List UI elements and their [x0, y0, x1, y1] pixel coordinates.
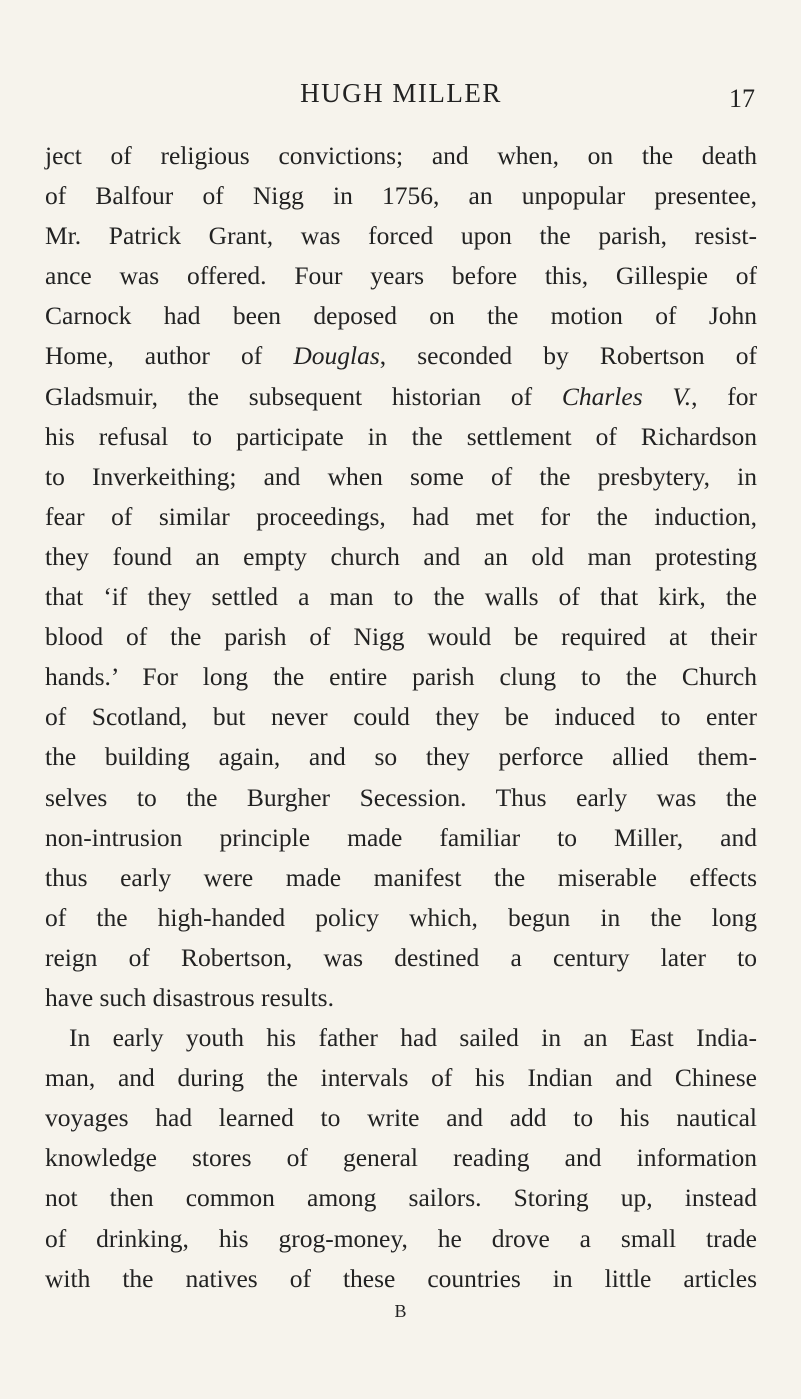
text-line: of drinking, his grog-money, he drove a small trade — [45, 1223, 757, 1253]
text-line: hands.’ For long the entire parish clung to the Church — [45, 662, 757, 692]
text-line: with the natives of these countries in little articles — [45, 1263, 757, 1293]
text-line: In early youth his father had sailed in an East India- — [69, 1023, 757, 1053]
text-line: that ‘if they settled a man to the walls of that kirk, the — [45, 582, 757, 612]
running-title: HUGH MILLER — [300, 78, 502, 108]
text-line: of the high-handed policy which, begun in the long — [45, 902, 757, 932]
text-line: they found an empty church and an old man protesting — [45, 541, 757, 571]
signature-mark: B — [394, 1301, 407, 1321]
text-line: Gladsmuir, the subsequent historian of Charles V., for — [45, 381, 757, 411]
running-head — [45, 76, 757, 116]
text-line: Carnock had been deposed on the motion of John — [45, 301, 757, 331]
text-line: of Scotland, but never could they be induced to enter — [45, 702, 757, 732]
text-line: to Inverkeithing; and when some of the presbytery, in — [45, 461, 757, 491]
body-text — [45, 136, 757, 1299]
text-line: blood of the parish of Nigg would be required at their — [45, 622, 757, 652]
page-number: 17 — [729, 84, 755, 113]
text-line: have such disastrous results. — [45, 982, 334, 1012]
text-line: knowledge stores of general reading and information — [45, 1143, 757, 1173]
text-line: non-intrusion principle made familiar to Miller, and — [45, 822, 757, 852]
text-line: selves to the Burgher Secession. Thus early was the — [45, 782, 757, 812]
text-line: voyages had learned to write and add to his nautical — [45, 1103, 757, 1133]
text-line: man, and during the intervals of his Indian and Chinese — [45, 1063, 757, 1093]
text-line: not then common among sailors. Storing up, instead — [45, 1183, 757, 1213]
text-line: thus early were made manifest the miserable effects — [45, 862, 757, 892]
text-line: reign of Robertson, was destined a century later to — [45, 942, 757, 972]
text-line: Home, author of Douglas, seconded by Robertson of — [45, 341, 757, 371]
text-line: his refusal to participate in the settlement of Richardson — [45, 421, 757, 451]
text-line: fear of similar proceedings, had met for the induction, — [45, 501, 757, 531]
book-title: Douglas — [293, 341, 380, 371]
text-line: Mr. Patrick Grant, was forced upon the parish, resist- — [45, 221, 757, 251]
text-line: ject of religious convictions; and when, on the death — [45, 141, 757, 170]
text-line: ance was offered. Four years before this, Gillespie of — [45, 261, 757, 291]
text-line: the building again, and so they perforce allied them- — [45, 742, 757, 772]
text-line: of Balfour of Nigg in 1756, an unpopular presentee, — [45, 181, 757, 211]
book-title: Charles V. — [561, 381, 692, 411]
